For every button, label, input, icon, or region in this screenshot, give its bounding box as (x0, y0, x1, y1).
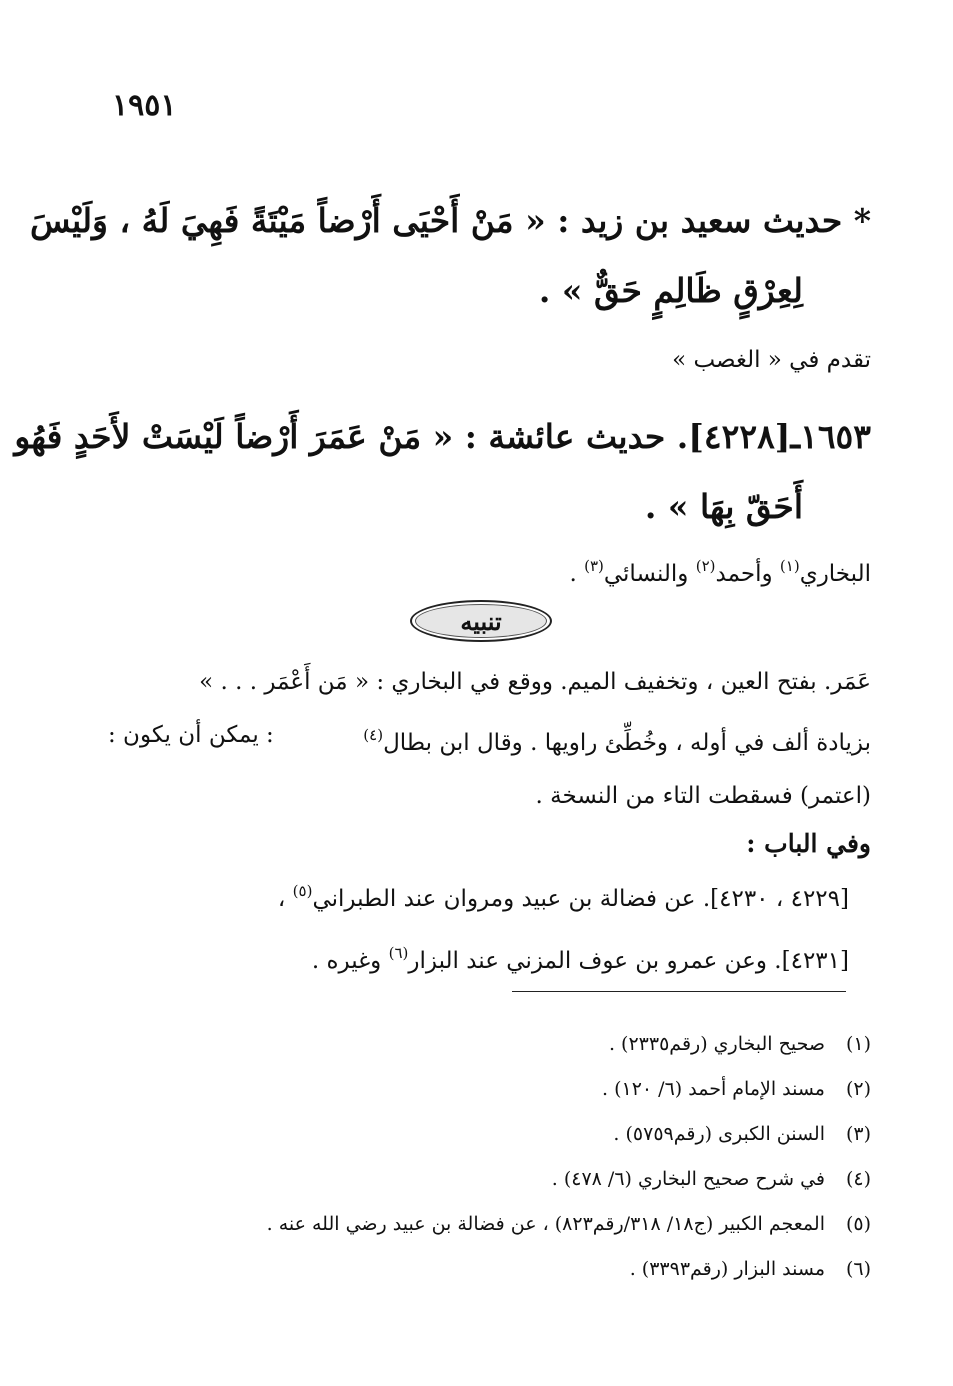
footnote-2 (150, 1067, 871, 1112)
bab-line-1-end: ، (277, 886, 286, 912)
footnote-number: (٢) (845, 1078, 871, 1100)
sources-line (108, 546, 871, 594)
hadith-1 (29, 186, 871, 326)
commentary (108, 656, 871, 823)
bab-line-2 (108, 926, 871, 988)
commentary-line-3: (اعتمر) فسقطت التاء من النسخة . (535, 783, 871, 809)
footnotes (150, 1022, 871, 1292)
footnote-ref-1: (١) (779, 557, 800, 575)
sources-end: . (569, 561, 577, 587)
hadith-1-note (108, 340, 871, 380)
commentary-line-1: عَمَر. بفتح العين ، وتخفيف الميم. ووقع في البخاري : « مَن أَعْمَر . . . » (199, 669, 871, 695)
tanbih-badge (410, 600, 552, 642)
footnote-ref-4: (٤) (363, 726, 384, 744)
footnote-number: (٦) (845, 1258, 871, 1280)
page-number: ١٩٥١ (112, 88, 177, 123)
hadith-1-line-2: لِعِرْقٍ ظَالِمٍ حَقٌّ » . (538, 271, 803, 310)
hadith-2 (14, 402, 871, 542)
footnote-5 (150, 1202, 871, 1247)
footnote-text: السنن الكبرى (رقم٥٧٥٩) . (613, 1123, 825, 1145)
footnote-divider (512, 991, 846, 992)
footnote-ref-6: (٦) (388, 944, 409, 962)
commentary-line-2 (108, 709, 871, 770)
hadith-2-sources (108, 546, 871, 594)
hadith-1-line-1: * حديث سعيد بن زيد : « مَنْ أَحْيَى أَرْضاً مَيْتَةً فَهِيَ لَهُ ، وَلَيْسَ (29, 201, 871, 240)
bab-line-1-text: [٤٢٢٩ ، ٤٢٣٠]. عن فضالة بن عبيد ومروان عند الطبراني (312, 886, 849, 912)
source-bukhari: البخاري (799, 561, 871, 587)
footnote-text: مسند الإمام أحمد (٦/ ١٢٠) . (602, 1078, 825, 1100)
bab-line-2-end: وغيره . (311, 948, 382, 974)
bab-title: وفي الباب : (746, 829, 871, 858)
footnote-4 (150, 1157, 871, 1202)
footnote-ref-5: (٥) (292, 882, 313, 900)
tanbih-title: تنبيه (460, 606, 502, 636)
footnote-number: (٣) (845, 1123, 871, 1145)
footnote-text: في شرح صحيح البخاري (٦/ ٤٧٨) . (551, 1168, 825, 1190)
footnote-ref-3: (٣) (584, 557, 604, 575)
source-nasai: والنسائي (603, 561, 689, 587)
commentary-line-2-start (363, 709, 871, 770)
bab-section (108, 824, 871, 988)
commentary-line-2-end: : يمكن أن يكون : (108, 722, 274, 748)
footnote-number: (١) (845, 1033, 871, 1055)
source-ahmad: وأحمد (715, 561, 773, 587)
footnote-ref-2: (٢) (695, 557, 716, 575)
footnote-text: مسند البزار (رقم٣٣٩٣) . (629, 1258, 825, 1280)
footnote-number: (٤) (845, 1168, 871, 1190)
footnote-3 (150, 1112, 871, 1157)
hadith-2-line-2: أَحَقّ بِهَا » . (644, 487, 803, 526)
bab-line-1 (108, 864, 871, 926)
hadith-2-line-1: ١٦٥٣ـ[٤٢٢٨]. حديث عائشة : « مَنْ عَمَرَ أَرْضاً لَيْسَتْ لأَحَدٍ فَهُو (14, 417, 871, 456)
tanbih-inner-oval (415, 604, 547, 638)
footnote-text: المعجم الكبير (ج١٨/ ٣١٨/رقم٨٢٣) ، عن فضالة بن عبيد رضي الله عنه . (266, 1213, 825, 1235)
footnote-6 (150, 1247, 871, 1292)
bab-line-2-text: [٤٢٣١]. وعن عمرو بن عوف المزني عند البزار (408, 948, 849, 974)
hadith-1-note-text: تقدم في « الغصب » (672, 347, 871, 373)
commentary-line-2-text: بزيادة ألف في أوله ، وخُطِّئ راويها . وقال ابن بطال (383, 730, 871, 756)
footnote-number: (٥) (845, 1213, 871, 1235)
footnote-text: صحيح البخاري (رقم٢٣٣٥) . (608, 1033, 825, 1055)
footnote-1 (150, 1022, 871, 1067)
